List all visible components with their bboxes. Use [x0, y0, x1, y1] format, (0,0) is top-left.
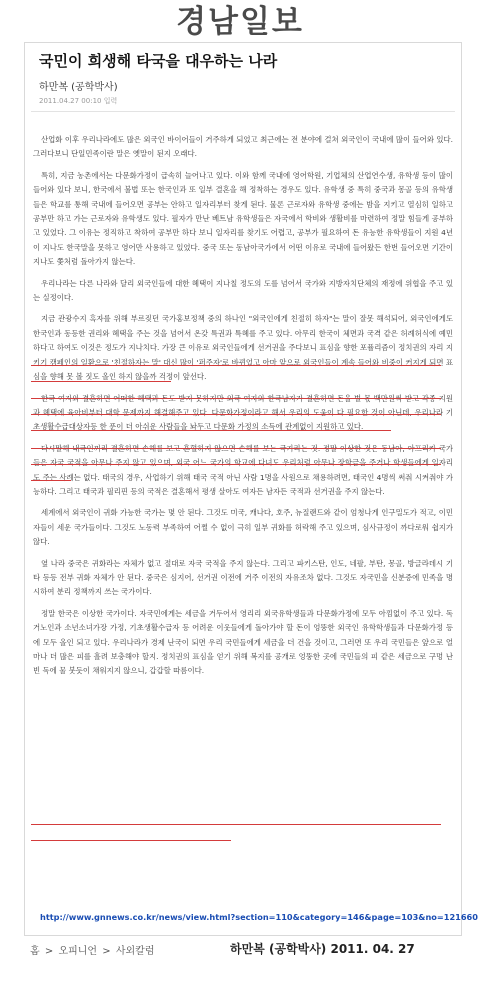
breadcrumb [30, 942, 156, 957]
emphasis-underline [31, 398, 441, 399]
emphasis-underline [31, 430, 391, 431]
emphasis-underline [31, 840, 231, 841]
paragraph: 한국 여자와 결혼하면 어떠한 혜택과 돈도 받지 못하지만 외국 여자와 한국남자가 결혼하면 돈을 벌 몫 백만원씩 받고 각종 지원과 혜택에 육아비부터 대학 문제까지 해결해주고 있다. 다문화가정이라고 해서 우리의 도움이 다 필요한 것이 아닌데, 우리나라 기초생활수급대상자등 한 푼이 더 아쉬운 사람들을 놔두고 다문화 가정의 소득에 관계없이 지원하고 있다. [33, 393, 453, 432]
article-datetime: 2011.04.27 00:10 입력 [39, 97, 118, 105]
title-divider [31, 111, 455, 112]
article-byline: 하만복 (공학박사) [39, 82, 118, 93]
breadcrumb-home: 홈 [30, 946, 40, 957]
newspaper-logo: 경남일보 [176, 4, 304, 40]
emphasis-underline [31, 381, 171, 382]
author-signature: 하만복 (공학박사) 2011. 04. 27 [230, 942, 415, 956]
emphasis-underline [31, 464, 441, 465]
paragraph: 정말 한국은 이상한 국가이다. 자국민에게는 세금을 거두어서 영리리 외국유학생들과 다문화가정에 모두 아낌없이 주고 있다. 독거노인과 소년소녀가장 가정, 기초생활수급자 등 어려운 이웃들에게 돌아가야 할 돈이 엉뚱한 외국인 유학학생들과 다문화가정 등에 모두 올인 되고 있다. 우리나라가 경제 난국이 되면 우리 국민들에게 세금을 더 건을 것이고, 그러면 또 우리 국민들은 앞으로 얼마나 더 많은 피를 흘려 보충해야 할지. 정치권의 표심을 얻기 위해 복지를 공개로 엉뚱한 곳에 국민들의 피 같은 세금으로 구멍 난 빈 독에 물 붓듯이 채워지지 않으니, 갑갑할 따름이다. [33, 608, 453, 676]
paragraph: 옆 나라 중국은 귀화라는 자체가 없고 절대로 자국 국적을 주지 않는다. 그리고 파키스탄, 인도, 네팔, 부탄, 몽골, 방글라데시 기타 등등 전부 귀화 자체가 안 된다. 중국은 심지어, 선거권 이전에 거주 이전의 자유조차 없다. 그것도 자국민을 신분증에 민족을 명시하여 분리 정책까지 쓰는 국가이다. [33, 558, 453, 597]
emphasis-underline [31, 480, 71, 481]
masthead [0, 0, 480, 44]
breadcrumb-separator: > [102, 946, 111, 957]
paragraph: 우리나라는 다른 나라와 달리 외국인들에 대한 혜택이 지나칠 정도의 도를 넘어서 국가와 지방자치단체의 재정에 위협을 주고 있는 실정이다. [33, 278, 453, 303]
breadcrumb-opinion: 오피니언 [58, 946, 98, 957]
article-title: 국민이 희생해 타국을 대우하는 나라 [39, 52, 278, 70]
emphasis-underline [31, 414, 441, 415]
article-frame [24, 42, 462, 936]
article-body [33, 133, 453, 686]
paragraph: 다시말해 내국인끼리 결혼하면 손해를 보고 혼혈하지 않으면 손해를 보는 국가라는 것. 정말 이상한 것은 동남아, 아프리카 국가들은 자국 국적을 아무나 주지 않고 있으며, 외국 어느 국가의 학교에 다녀도 우리처럼 아무나 장학금을 주거나 학생들에게 일자리도 주는 사례는 없다. 태국의 경우, 사업하기 위해 태국 국적 아닌 사람 1명을 사원으로 채용하려면, 태국인 4명씩 써줘 시켜줘야 가능하다. 그리고 태국과 필리핀 등의 국적은 결혼해서 평생 살아도 여자든 남자든 국적과 선거권을 주지 않는다. [33, 443, 453, 496]
paragraph: 산업화 이후 우리나라에도 많은 외국인 바이어들이 거주하게 되었고 최근에는 전 분야에 걸쳐 외국인이 국내에 많이 들어와 있다. 그러다보니 단일민족이란 말은 옛말이 된지 오래다. [33, 135, 453, 159]
paragraph: 특히, 지금 농촌에서는 다문화가정이 급속히 늘어나고 있다. 이와 함께 국내에 영어학원, 기업체의 산업연수생, 유학생 등이 많이 들어와 있다 보니, 한국에서 불법 또는 한국인과 또 일부 결혼을 해 정착하는 경우도 있다. 유학생 중 특히 중국과 몽골 등의 유학생들은 학교를 통해 국내에 들어오면 공부는 안하고 일자리부터 찾게 된다. 물론 근로자와 유학생 중에는 밤을 지키고 열심히 일하고 공부만 하고 가는 근로자와 유학생도 있다. 필자가 만난 베트남 유학생들은 자국에서 학비와 생활비를 마련하여 정말 힘들게 공부하고 있었다. 그 이유는 정직하고 착하여 공부만 하다 보니 일자리를 찾기도 어렵고, 공부가 필요하여 돈 유능한 유학생들이 지원 4년이 지나도 한국말을 못하고 영어만 사용하고 있었다. 중국 또는 동남아국가에서 어떤 이유로 국내에 들어왔든 한번 들어오면 기간이 지나도 쫓처럼 돌아가지 않는다. [33, 170, 453, 267]
source-url: http://www.gnnews.co.kr/news/view.html?section=110&category=146&page=103&no=121660 [40, 912, 478, 922]
breadcrumb-separator: > [44, 946, 54, 957]
breadcrumb-column: 사외칼럼 [115, 946, 155, 957]
paragraph: 세계에서 외국인이 귀화 가능한 국가는 몇 안 된다. 그것도 미국, 캐나다, 호주, 뉴질랜드와 같이 엄청나게 인구밀도가 적고, 이민자들이 세운 국가들이다. 그것도 노동력 부족하여 어쩔 수 없이 극히 일부 귀화를 허락해 주고 있으며, 심사규정이 까다로워 쉽지가 않다. [33, 508, 453, 547]
emphasis-underline [31, 824, 441, 825]
emphasis-underline [31, 365, 441, 366]
emphasis-underline [31, 448, 441, 449]
paragraph: 지금 관광수지 흑자를 위해 부르짖던 국가홍보정책 중의 하나인 "외국인에게 친절히 하자"는 말이 잘못 해석되어, 외국인에게도 한국인과 동등한 권리와 혜택을 주는 것을 넘어서 온갖 특권과 특혜를 주고 있다. 아무리 한국이 체면과 국격 같은 허례허식에 예민하다고 하여도 이것은 정도가 지나치다. 가장 큰 이유로 외국인들에게 선거권을 주다보니 표심을 향한 포퓰리즘이 정치권의 자리 지키기 캠페인의 일환으로 '친절하자는 말' 대신 많이 '퍼주자'로 바뀌었고 아마 앞으로 외국인들이 계속 들어와 비중이 커지게 되면 표심을 향해 못 볼 짓도 올인 하지 않을까 걱정이 앞선다. [33, 314, 453, 382]
